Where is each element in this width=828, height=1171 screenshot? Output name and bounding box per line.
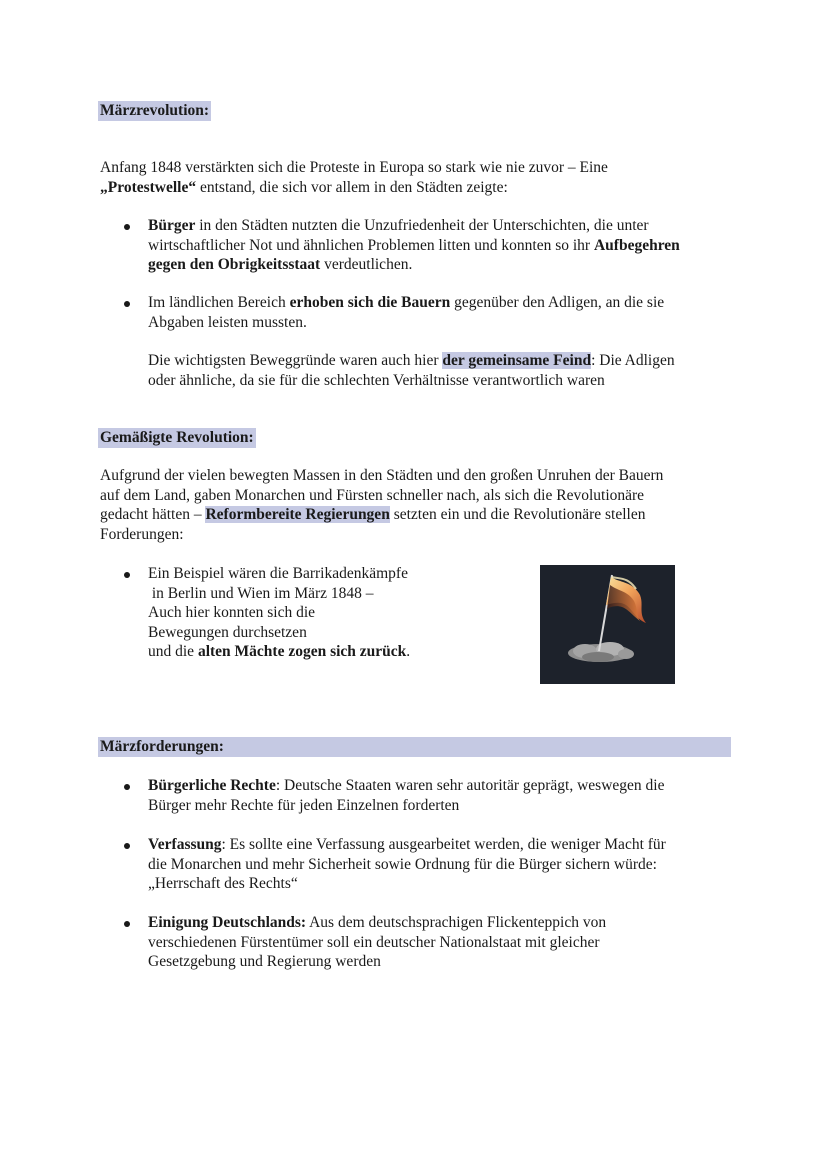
bullet-dot bbox=[124, 301, 130, 307]
bullet-dot bbox=[124, 572, 130, 578]
list-item-bauern: Im ländlichen Bereich erhoben sich die Bauern gegenüber den Adligen, an die sie Abgaben leisten mussten. bbox=[148, 294, 665, 331]
heading-gemaessigte-revolution: Gemäßigte Revolution: bbox=[100, 429, 254, 446]
heading-maerzrevolution: Märzrevolution: bbox=[100, 102, 210, 119]
paragraph-reform: Aufgrund der vielen bewegten Massen in den Städten und den großen Unruhen der Bauern auf dem Land, gaben Monarchen und Fürsten schneller nach, als sich die Revolutionäre gedacht hätten – Reformbereite Regierungen setzten ein und die Revolutionäre stellen Forderungen: bbox=[100, 467, 664, 543]
paragraph-feind: Die wichtigsten Beweggründe waren auch hier der gemeinsame Feind: Die Adligen oder ähnliche, da sie für die schlechten Verhältnisse verantwortlich waren bbox=[148, 352, 675, 389]
bullet-dot bbox=[124, 784, 130, 790]
list-item-buerger: Bürger in den Städten nutzten die Unzufriedenheit der Unterschichten, die unter wirtschaftlicher Not und ähnlichen Problemen litten und konnten so ihr Aufbegehren gegen den Obrigkeitsstaat verdeutlichen. bbox=[148, 217, 680, 273]
bullet-dot bbox=[124, 224, 130, 230]
list-item-buergerliche-rechte: Bürgerliche Rechte: Deutsche Staaten waren sehr autoritär geprägt, weswegen die Bürger mehr Rechte für jeden Einzelnen forderten bbox=[148, 777, 665, 814]
heading-maerzforderungen: Märzforderungen: bbox=[98, 737, 731, 757]
intro-line-2: „Protestwelle“ entstand, die sich vor allem in den Städten zeigte: bbox=[100, 178, 508, 196]
intro-line-1: Anfang 1848 verstärkten sich die Proteste in Europa so stark wie nie zuvor – Eine bbox=[100, 159, 608, 176]
list-item-einigung: Einigung Deutschlands: Aus dem deutschsprachigen Flickenteppich von verschiedenen Fürstentümer soll ein deutscher Nationalstaat mit gleicher Gesetzgebung und Regierung werden bbox=[148, 914, 607, 970]
intro-paragraph bbox=[100, 158, 740, 197]
flag-image bbox=[540, 565, 675, 684]
list-item-barrikaden: Ein Beispiel wären die Barrikadenkämpfe in Berlin und Wien im März 1848 – Auch hier konnten sich die Bewegungen durchsetzen und die alten Mächte zogen sich zurück. bbox=[148, 565, 411, 660]
bullet-dot bbox=[124, 921, 130, 927]
list-item-verfassung: Verfassung: Es sollte eine Verfassung ausgearbeitet werden, die weniger Macht für die Monarchen und mehr Sicherheit sowie Ordnung für die Bürger sichern würde: „Herrschaft des Rechts“ bbox=[148, 836, 666, 892]
bullet-dot bbox=[124, 843, 130, 849]
flag-on-rubble-icon bbox=[540, 565, 675, 684]
